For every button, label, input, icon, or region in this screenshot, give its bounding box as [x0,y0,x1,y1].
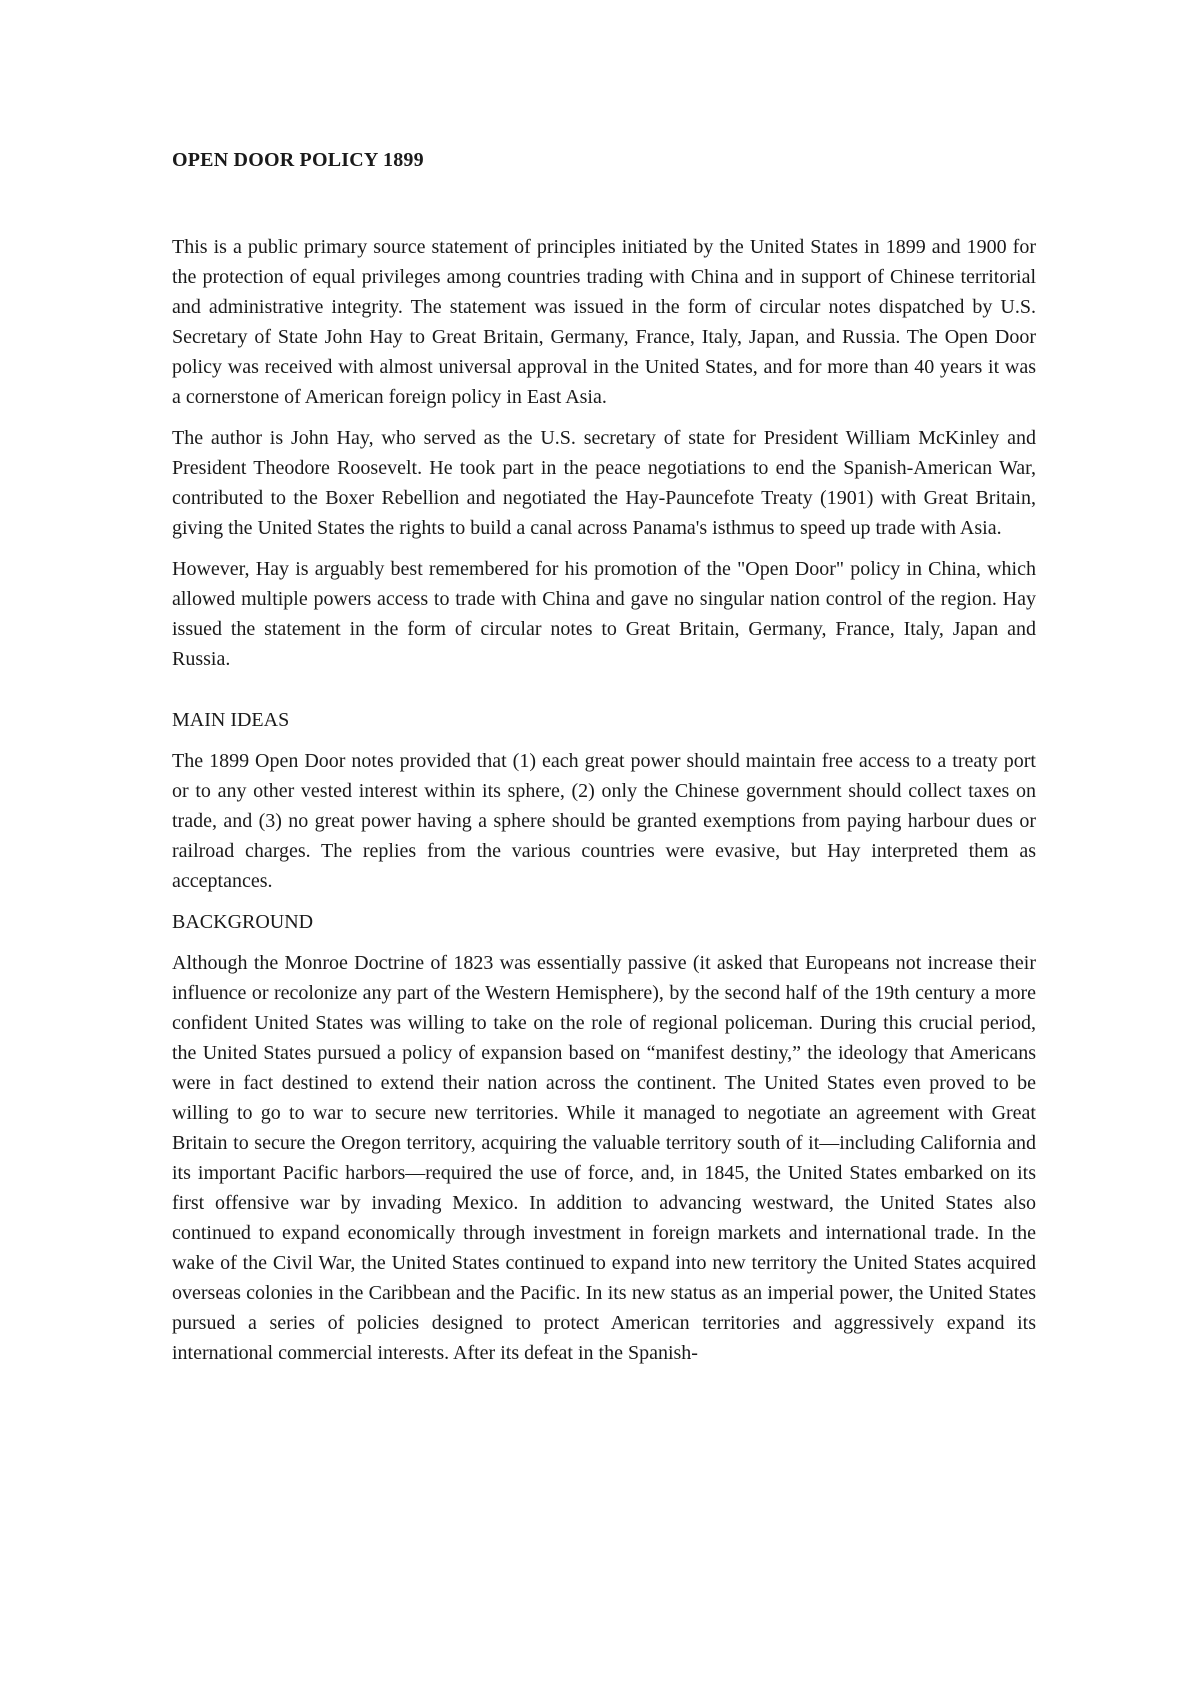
background-paragraph: Although the Monroe Doctrine of 1823 was essentially passive (it asked that Europeans not increase their influence or recolonize any part of the Western Hemisphere), by the second half of the 19th century a more confident United States was willing to take on the role of regional policeman. During this crucial period, the United States pursued a policy of expansion based on “manifest destiny,” the ideology that Americans were in fact destined to extend their nation across the continent. The United States even proved to be willing to go to war to secure new territories. While it managed to negotiate an agreement with Great Britain to secure the Oregon territory, acquiring the valuable territory south of it—including California and its important Pacific harbors—required the use of force, and, in 1845, the United States embarked on its first offensive war by invading Mexico. In addition to advancing westward, the United States also continued to expand economically through investment in foreign markets and international trade. In the wake of the Civil War, the United States continued to expand into new territory the United States acquired overseas colonies in the Caribbean and the Pacific. In its new status as an imperial power, the United States pursued a series of policies designed to protect American territories and aggressively expand its international commercial interests. After its defeat in the Spanish- [172,952,1036,1364]
main-ideas-heading: MAIN IDEAS [172,709,290,731]
author-paragraph: The author is John Hay, who served as the U.S. secretary of state for President William McKinley and President Theodore Roosevelt. He took part in the peace negotiations to end the Spanish-American War, contributed to the Boxer Rebellion and negotiated the Hay-Pauncefote Treaty (1901) with Great Britain, giving the United States the rights to build a canal across Panama's isthmus to speed up trade with Asia. [172,427,1036,539]
main-ideas-paragraph: The 1899 Open Door notes provided that (1) each great power should maintain free access to a treaty port or to any other vested interest within its sphere, (2) only the Chinese government should collect taxes on trade, and (3) no great power having a sphere should be granted exemptions from paying harbour dues or railroad charges. The replies from the various countries were evasive, but Hay interpreted them as acceptances. [172,750,1036,892]
intro-paragraph: This is a public primary source statement of principles initiated by the United States in 1899 and 1900 for the protection of equal privileges among countries trading with China and in support of Chinese territorial and administrative integrity. The statement was issued in the form of circular notes dispatched by U.S. Secretary of State John Hay to Great Britain, Germany, France, Italy, Japan, and Russia. The Open Door policy was received with almost universal approval in the United States, and for more than 40 years it was a cornerstone of American foreign policy in East Asia. [172,236,1036,408]
document-title: OPEN DOOR POLICY 1899 [172,149,424,171]
open-door-paragraph: However, Hay is arguably best remembered for his promotion of the "Open Door" policy in China, which allowed multiple powers access to trade with China and gave no singular nation control of the region. Hay issued the statement in the form of circular notes to Great Britain, Germany, France, Italy, Japan and Russia. [172,558,1036,670]
document-body [172,146,1036,1379]
background-heading: BACKGROUND [172,911,314,933]
